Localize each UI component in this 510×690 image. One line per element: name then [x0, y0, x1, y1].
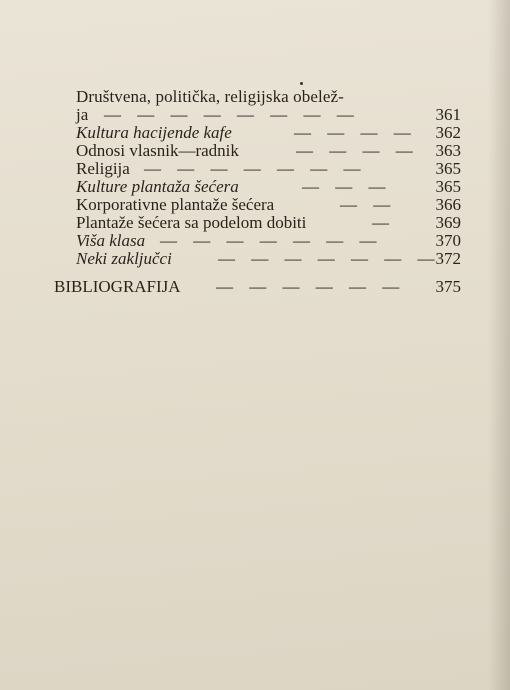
toc-entry-page: 369 [435, 213, 461, 232]
toc-entry-page: 366 [435, 195, 461, 214]
ink-dot [300, 82, 303, 85]
toc-entry [76, 196, 461, 214]
toc-entry-leader: — — — — — — — [218, 249, 441, 268]
toc-entry [76, 232, 461, 250]
toc-entry-leader: — — — — — — [216, 277, 406, 296]
toc-entry-leader: — — — — [294, 123, 417, 142]
toc-entry-leader: — — — — [296, 141, 419, 160]
toc-entry-page: 372 [435, 249, 461, 268]
toc-entry-title: BIBLIOGRAFIJA [54, 277, 181, 296]
toc-entry-title: Viša klasa [76, 231, 146, 250]
toc-entry [76, 106, 461, 124]
toc-entry-page: 365 [435, 159, 461, 178]
toc-entry [76, 250, 461, 268]
toc-entry-leader: — — [340, 195, 397, 214]
toc-entry-leader: — [372, 213, 395, 232]
toc-section-heading: Društvena, politička, religijska obelež- [76, 87, 344, 106]
toc-entry-title: Plantaže šećera sa podelom dobiti [76, 213, 307, 232]
toc-entry [76, 160, 461, 178]
toc-entry-leader: — — — — — — — [160, 231, 383, 250]
toc-entry [76, 214, 461, 232]
toc-entry-page: 370 [435, 231, 461, 250]
toc-entry-bibliography [54, 278, 461, 296]
toc-entry-leader: — — — [302, 177, 392, 196]
toc-entry-leader: — — — — — — — — [104, 105, 360, 124]
page-edge-shadow [488, 0, 510, 690]
toc-entry-page: 375 [435, 277, 461, 296]
toc-entry-leader: — — — — — — — [144, 159, 367, 178]
toc-entry-title: Kultura hacijende kafe [76, 123, 232, 142]
toc-entry [76, 142, 461, 160]
toc-entry [76, 124, 461, 142]
toc-entry-title: Religija [76, 159, 130, 178]
toc-entry [76, 178, 461, 196]
toc-entry-page: 365 [435, 177, 461, 196]
toc-entry-page: 361 [435, 105, 461, 124]
toc-entry-title: Neki zaključci [76, 249, 172, 268]
toc-entry-title: Kulture plantaža šećera [76, 177, 239, 196]
toc-entry-title: Korporativne plantaže šećera [76, 195, 275, 214]
toc-entry-title: ja [76, 105, 89, 124]
toc-entry-page: 362 [435, 123, 461, 142]
toc-entry-title: Odnosi vlasnik—radnik [76, 141, 239, 160]
toc-entry-page: 363 [435, 141, 461, 160]
